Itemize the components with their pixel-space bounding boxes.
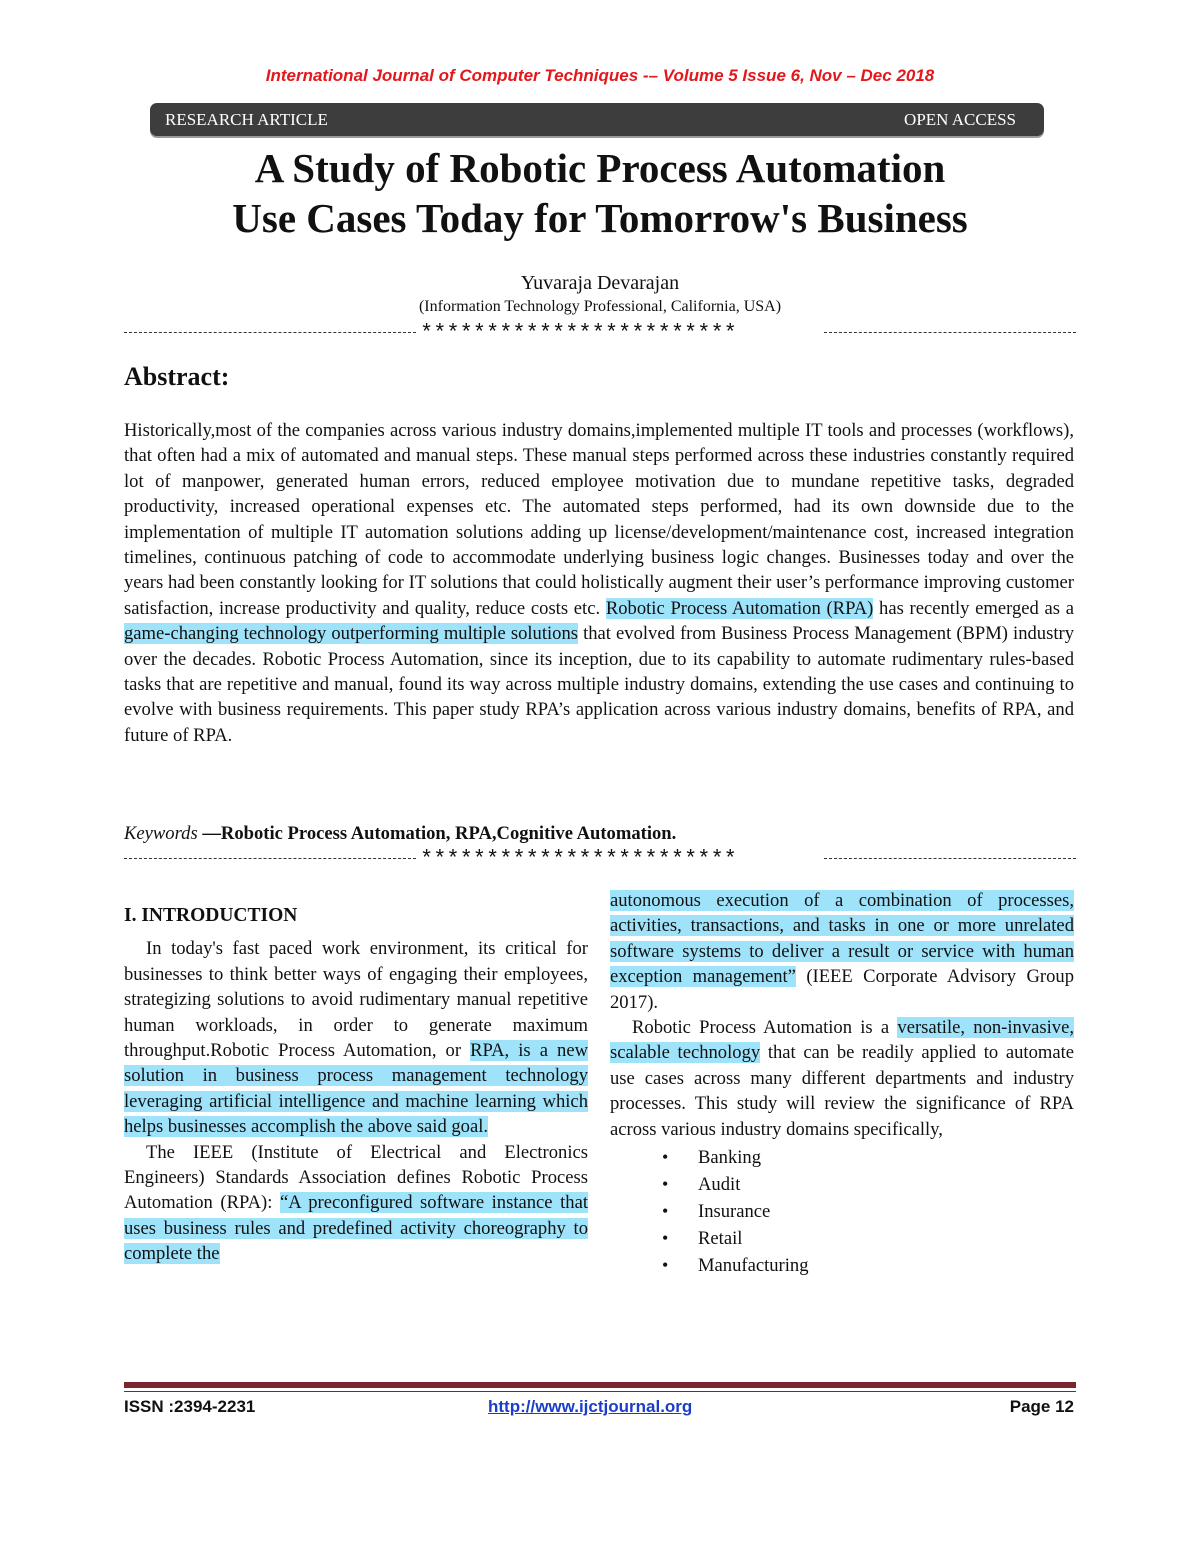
article-banner [150, 103, 1044, 136]
separator-stars: ************************ [420, 322, 737, 346]
bullet-icon: • [662, 1228, 669, 1249]
intro-paragraph-2 [124, 1140, 588, 1267]
author-affiliation: (Information Technology Professional, California, USA) [418, 298, 782, 315]
abstract-highlight-game-changing: game-changing technology outperforming multiple solutions [124, 623, 579, 645]
journal-header: International Journal of Computer Techniques -– Volume 5 Issue 6, Nov – Dec 2018 [265, 66, 935, 85]
intro-paragraph-1 [124, 936, 588, 1139]
industry-domain-list [610, 1144, 1074, 1279]
ieee-definition-part-2: autonomous execution of a combination of processes, activities, transactions, and tasks in one or more unrelated software systems to deliver a result or service with human exception management” [610, 890, 1074, 988]
list-item [610, 1144, 1074, 1171]
keywords-label: Keywords [124, 823, 198, 844]
intro-highlight-rpa: RPA, is a new solution in business process management technology leveraging artificial intelligence and machine learning which helps businesses accomplish the above said goal. [124, 1040, 588, 1138]
left-column [124, 903, 588, 1267]
abstract-body [124, 418, 1074, 748]
intro-text-1: In today's fast paced work environment, its critical for businesses to think better ways of engaging their employees, strategizing solutions to avoid rudimentary manual repetitive human workloads, in order to generate maximum throughput.Robotic Process Automation, or [124, 938, 588, 1062]
title-line-2: Use Cases Today for Tomorrow's Business [232, 195, 968, 241]
bullet-icon: • [662, 1201, 669, 1222]
page-number: Page 12 [1009, 1397, 1074, 1416]
domain-manufacturing: Manufacturing [698, 1255, 809, 1277]
author-name: Yuvaraja Devarajan [520, 272, 680, 294]
abstract-heading: Abstract: [124, 362, 230, 391]
intro-paragraph-3 [610, 1015, 1074, 1142]
footer-rule [124, 1382, 1076, 1388]
abstract-text-2: has recently emerged as a [873, 597, 1074, 619]
domain-retail: Retail [698, 1228, 743, 1250]
list-item [610, 1252, 1074, 1279]
abstract-text-1: Historically,most of the companies across various industry domains,implemented multiple IT tools and processes (workflows), that often had a mix of automated and manual steps. These manual steps performed across these industries constantly required lot of manpower, generated human errors, reduced employee motivation due to mundane repetitive tasks, degraded productivity, increased operational expenses etc. The automated steps performed, had its own downside due to the implementation of multiple IT automation solutions adding up license/development/maintenance cost, increased integration timelines, continuous patching of code to accommodate underlying business logic changes. Businesses today and over the years had been constantly looking for IT solutions that could holistically augment their user’s performance improving customer satisfaction, increase productivity and quality, reduce costs etc. [124, 420, 1074, 619]
right-column [610, 888, 1074, 1279]
list-item [610, 1225, 1074, 1252]
ieee-definition-part-1: “A preconfigured software instance that uses business rules and predefined activity choreography to complete the [124, 1192, 588, 1265]
separator-dash-left [124, 332, 416, 333]
separator-dash-right [824, 858, 1076, 859]
intro-highlight-versatile: versatile, non-invasive, scalable technology [610, 1017, 1074, 1064]
separator-dash-left [124, 858, 416, 859]
domain-audit: Audit [698, 1174, 741, 1196]
issn-label: ISSN :2394-2231 [124, 1397, 256, 1416]
abstract-highlight-rpa: Robotic Process Automation (RPA) [605, 597, 874, 619]
bullet-icon: • [662, 1147, 669, 1168]
separator-top [124, 322, 1076, 346]
domain-insurance: Insurance [698, 1201, 771, 1223]
article-type-label: RESEARCH ARTICLE [165, 109, 328, 129]
intro-text-3: Robotic Process Automation is a [632, 1017, 898, 1039]
separator-stars: ************************ [420, 848, 737, 872]
separator-dash-right [824, 332, 1076, 333]
title-line-1: A Study of Robotic Process Automation [254, 145, 946, 191]
abstract-text-3: that evolved from Business Process Management (BPM) industry over the decades. Robotic Process Automation, since its inception, due to its capability to automate rudimentary rules-based tasks that are repetitive and manual, found its way across multiple industry domains, extending the use cases and continuing to evolve with business requirements. This paper study RPA’s application across various industry domains, benefits of RPA, and future of RPA. [124, 623, 1074, 746]
intro-paragraph-2-continued [610, 888, 1074, 1015]
paper-title [0, 143, 1200, 243]
list-item [610, 1198, 1074, 1225]
domain-banking: Banking [698, 1147, 762, 1169]
bullet-icon: • [662, 1174, 669, 1195]
keywords-line [124, 823, 676, 845]
bullet-icon: • [662, 1255, 669, 1276]
intro-heading: I. INTRODUCTION [124, 905, 298, 926]
keywords-value: —Robotic Process Automation, RPA,Cognitive Automation. [197, 823, 677, 844]
ieee-citation: (IEEE Corporate Advisory Group 2017). [610, 966, 1074, 1013]
page-footer [124, 1397, 1076, 1421]
open-access-label: OPEN ACCESS [904, 109, 1016, 129]
intro-text-2: The IEEE (Institute of Electrical and Electronics Engineers) Standards Association defines Robotic Process Automation (RPA): [124, 1141, 588, 1214]
list-item [610, 1171, 1074, 1198]
journal-url-link[interactable]: http://www.ijctjournal.org [488, 1397, 693, 1416]
intro-text-4: that can be readily applied to automate use cases across many different departments and industry processes. This study will review the significance of RPA across various industry domains specifically, [610, 1042, 1075, 1140]
separator-bottom [124, 848, 1076, 872]
